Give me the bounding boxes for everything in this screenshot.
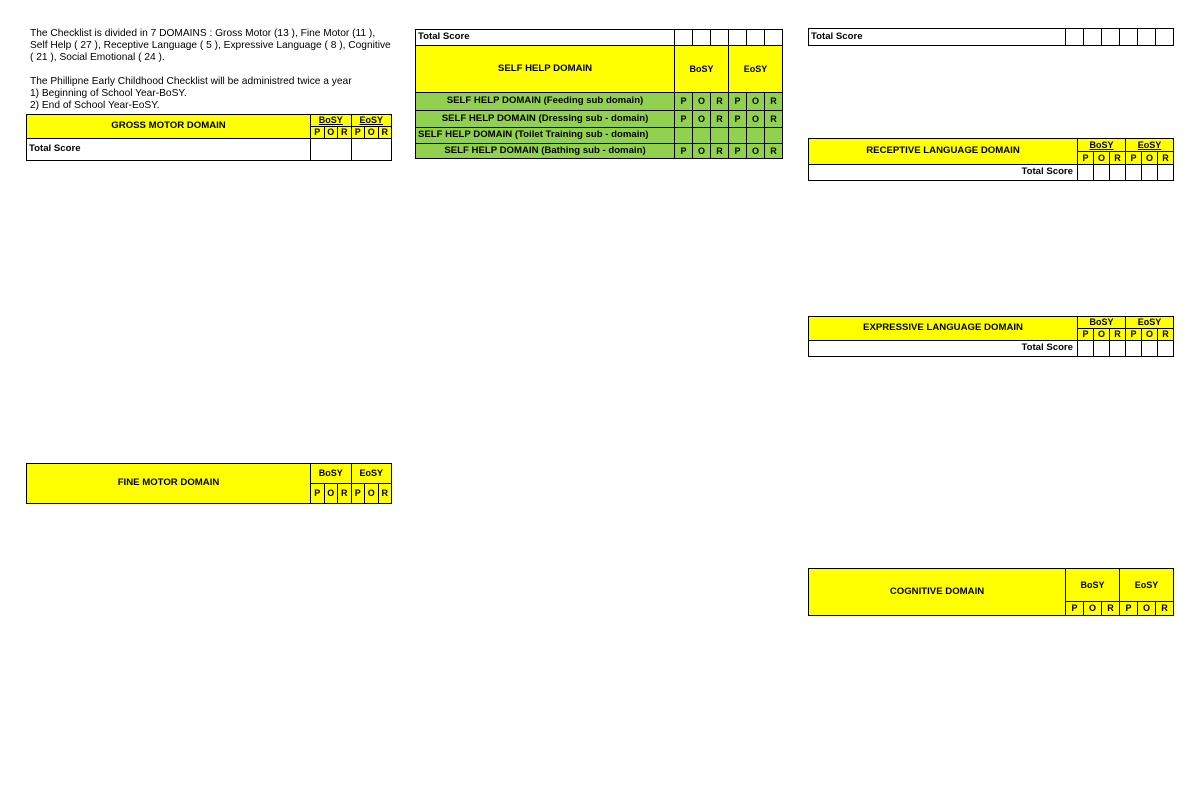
bosy-header: BoSY <box>1078 317 1126 329</box>
r-header: R <box>711 144 729 159</box>
total-score-label: Total Score <box>809 341 1078 357</box>
expressive-language-table <box>808 316 1174 357</box>
total-score-label: Total Score <box>27 139 311 161</box>
p-header: P <box>729 111 747 128</box>
r-header: R <box>1110 152 1126 165</box>
p-header: P <box>351 484 365 504</box>
score-cell[interactable] <box>1094 341 1110 357</box>
score-cell[interactable] <box>1084 29 1102 46</box>
self-help-section <box>415 29 783 159</box>
score-cell[interactable] <box>711 30 729 46</box>
o-header: O <box>324 484 338 504</box>
domain-title: GROSS MOTOR DOMAIN <box>27 115 311 139</box>
expressive-language-section <box>808 316 1174 357</box>
eosy-header: EoSY <box>1120 569 1174 602</box>
total-score-label: Total Score <box>809 29 1066 46</box>
r-header: R <box>765 93 783 111</box>
r-header: R <box>378 484 392 504</box>
o-header: O <box>1094 329 1110 341</box>
gross-motor-section <box>26 114 392 161</box>
score-cell[interactable] <box>1078 341 1094 357</box>
p-header: P <box>1078 152 1094 165</box>
score-cell[interactable] <box>1156 29 1174 46</box>
p-header: P <box>1066 602 1084 616</box>
o-header: O <box>1084 602 1102 616</box>
o-header: O <box>747 144 765 159</box>
p-header: P <box>675 144 693 159</box>
score-cell[interactable] <box>1102 29 1120 46</box>
subdomain-title: SELF HELP DOMAIN (Feeding sub domain) <box>416 93 675 111</box>
score-cell[interactable] <box>765 30 783 46</box>
p-header: P <box>675 93 693 111</box>
score-cell[interactable] <box>1126 341 1142 357</box>
o-header: O <box>1138 602 1156 616</box>
receptive-language-table <box>808 138 1174 181</box>
bosy-header: BoSY <box>311 115 352 127</box>
r-header: R <box>711 111 729 128</box>
score-cell[interactable] <box>1138 29 1156 46</box>
domain-title: COGNITIVE DOMAIN <box>809 569 1066 616</box>
o-header: O <box>1142 329 1158 341</box>
o-header: O <box>747 93 765 111</box>
r-header: R <box>765 144 783 159</box>
score-cell[interactable] <box>1158 341 1174 357</box>
score-cell[interactable] <box>1110 165 1126 181</box>
intro-line: The Phillipne Early Childhood Checklist will be administred twice a year <box>30 76 352 87</box>
score-cell[interactable] <box>747 30 765 46</box>
cognitive-section <box>808 568 1174 616</box>
score-cell[interactable] <box>693 30 711 46</box>
score-cell[interactable] <box>1066 29 1084 46</box>
p-header: P <box>1126 152 1142 165</box>
p-header: P <box>729 93 747 111</box>
o-header: O <box>747 111 765 128</box>
r-header: R <box>1158 152 1174 165</box>
score-cell[interactable] <box>1078 165 1094 181</box>
eosy-header: EoSY <box>729 46 783 93</box>
r-header: R <box>338 127 352 139</box>
o-header: O <box>693 144 711 159</box>
score-cell[interactable] <box>1110 341 1126 357</box>
o-header: O <box>1142 152 1158 165</box>
receptive-language-section <box>808 138 1174 181</box>
cognitive-table <box>808 568 1174 616</box>
score-cell[interactable] <box>1126 165 1142 181</box>
subdomain-title: SELF HELP DOMAIN (Bathing sub - domain) <box>416 144 675 159</box>
p-header: P <box>1120 602 1138 616</box>
subdomain-title: SELF HELP DOMAIN (Toilet Training sub - domain) <box>416 128 675 144</box>
p-header: P <box>311 484 325 504</box>
score-cell[interactable] <box>729 30 747 46</box>
domain-title: EXPRESSIVE LANGUAGE DOMAIN <box>809 317 1078 341</box>
total-score-label: Total Score <box>809 165 1078 181</box>
domain-title: RECEPTIVE LANGUAGE DOMAIN <box>809 139 1078 165</box>
score-cell[interactable] <box>1142 341 1158 357</box>
p-header: P <box>311 127 325 139</box>
r-header: R <box>338 484 352 504</box>
o-header: O <box>324 127 338 139</box>
domain-title: FINE MOTOR DOMAIN <box>27 464 311 504</box>
score-cell[interactable] <box>1142 165 1158 181</box>
p-header: P <box>351 127 365 139</box>
r-header: R <box>765 111 783 128</box>
o-header: O <box>693 93 711 111</box>
self-help-continued-table <box>808 28 1174 46</box>
p-header: P <box>1078 329 1094 341</box>
p-header: P <box>729 144 747 159</box>
self-help-table <box>415 29 783 159</box>
score-cell[interactable] <box>351 139 392 161</box>
bosy-header: BoSY <box>1066 569 1120 602</box>
score-cell[interactable] <box>675 30 693 46</box>
r-header: R <box>1110 329 1126 341</box>
gross-motor-table <box>26 114 392 161</box>
eosy-header: EoSY <box>351 115 392 127</box>
eosy-header: EoSY <box>351 464 392 484</box>
score-cell[interactable] <box>311 139 352 161</box>
r-header: R <box>378 127 392 139</box>
fine-motor-table <box>26 463 392 504</box>
eosy-header: EoSY <box>1126 317 1174 329</box>
p-header: P <box>1126 329 1142 341</box>
r-header: R <box>1102 602 1120 616</box>
r-header: R <box>711 93 729 111</box>
total-score-label: Total Score <box>416 30 675 46</box>
intro-line: The Checklist is divided in 7 DOMAINS : Gross Motor (13 ), Fine Motor (11 ), Self Help ( 27 ), Receptive Language ( 5 ), Expressive Language ( 8 ), Cognitive ( 21 ), Social Emotional ( 24 ). <box>30 28 391 63</box>
o-header: O <box>365 484 379 504</box>
o-header: O <box>693 111 711 128</box>
o-header: O <box>365 127 379 139</box>
intro-text <box>30 28 395 112</box>
score-cell[interactable] <box>1120 29 1138 46</box>
score-cell[interactable] <box>1158 165 1174 181</box>
subdomain-title: SELF HELP DOMAIN (Dressing sub - domain) <box>416 111 675 128</box>
bosy-header: BoSY <box>1078 139 1126 152</box>
intro-line: 1) Beginning of School Year-BoSY. <box>30 88 187 99</box>
domain-title: SELF HELP DOMAIN <box>416 46 675 93</box>
fine-motor-section <box>26 463 392 504</box>
p-header: P <box>675 111 693 128</box>
bosy-header: BoSY <box>675 46 729 93</box>
o-header: O <box>1094 152 1110 165</box>
eosy-header: EoSY <box>1126 139 1174 152</box>
r-header: R <box>1156 602 1174 616</box>
bosy-header: BoSY <box>311 464 352 484</box>
intro-line: 2) End of School Year-EoSY. <box>30 100 160 111</box>
score-cell[interactable] <box>1094 165 1110 181</box>
self-help-continued <box>808 28 1174 46</box>
r-header: R <box>1158 329 1174 341</box>
